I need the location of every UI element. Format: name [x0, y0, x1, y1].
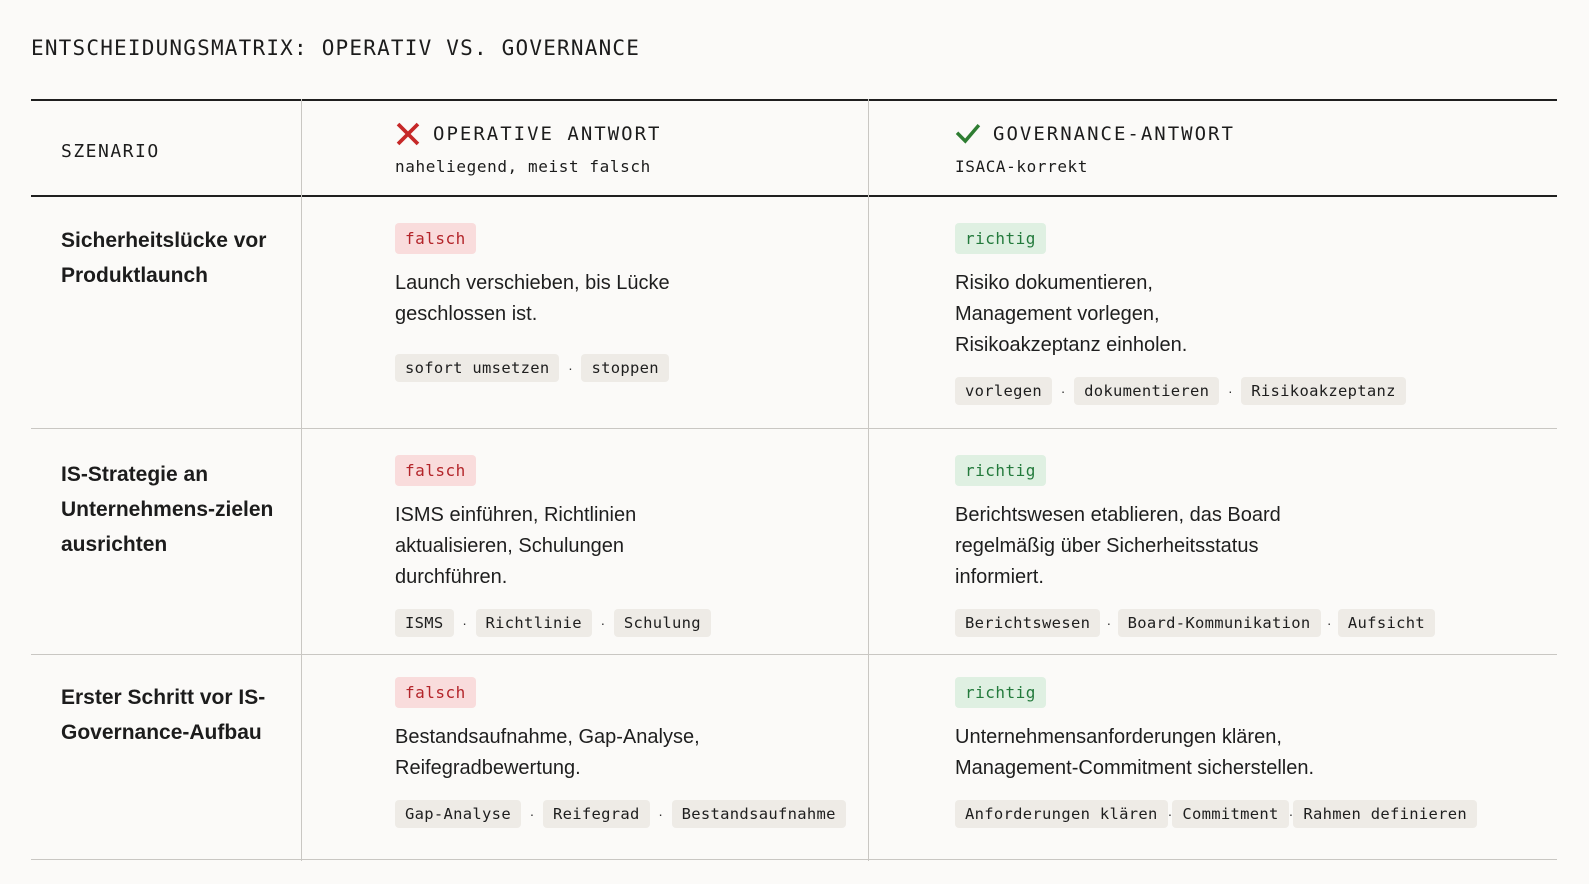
right-badge: richtig: [955, 455, 1046, 486]
tag: Schulung: [614, 609, 711, 637]
tag: Richtlinie: [476, 609, 592, 637]
x-icon: [395, 121, 421, 147]
header-operative-title: OPERATIVE ANTWORT: [433, 123, 662, 145]
wrong-badge: falsch: [395, 455, 476, 486]
governance-cell: [955, 223, 1435, 405]
row-scenario: IS-Strategie an Unternehmens-zielen ausrichten: [61, 463, 274, 556]
page-title: ENTSCHEIDUNGSMATRIX: OPERATIV VS. GOVERNANCE: [31, 36, 641, 60]
operative-answer: Launch verschieben, bis Lücke geschlossen ist.: [395, 272, 670, 325]
wrong-badge: falsch: [395, 223, 476, 254]
tag: stoppen: [581, 354, 668, 382]
governance-answer: Unternehmensanforderungen klären, Management-Commitment sicherstellen.: [955, 726, 1315, 779]
wrong-badge: falsch: [395, 677, 476, 708]
column-divider: [301, 99, 302, 861]
tag: dokumentieren: [1074, 377, 1219, 405]
governance-answer: Risiko dokumentieren, Management vorlegen, Risikoakzeptanz einholen.: [955, 272, 1188, 356]
tag: Commitment: [1172, 800, 1288, 828]
tag: Rahmen definieren: [1293, 800, 1477, 828]
tag-list: Berichtswesen · Board-Kommunikation · Aufsicht: [955, 609, 1435, 637]
operative-cell: [395, 223, 875, 382]
governance-cell: [955, 455, 1435, 637]
tag: ISMS: [395, 609, 454, 637]
tag-list: Gap-Analyse · Reifegrad · Bestandsaufnahme: [395, 800, 875, 828]
tag: vorlegen: [955, 377, 1052, 405]
header-bottom-rule: [31, 195, 1557, 197]
tag: Risikoakzeptanz: [1241, 377, 1405, 405]
row-divider: [31, 654, 1557, 655]
tag-list: Anforderungen klären · Commitment · Rahmen definieren: [955, 800, 1435, 828]
row-divider: [31, 428, 1557, 429]
tag: Gap-Analyse: [395, 800, 521, 828]
row-scenario: Erster Schritt vor IS-Governance-Aufbau: [61, 686, 266, 744]
tag: Anforderungen klären: [955, 800, 1168, 828]
table-bottom-rule: [31, 859, 1557, 860]
tag-list: vorlegen · dokumentieren · Risikoakzeptanz: [955, 377, 1435, 405]
header-scenario: SZENARIO: [61, 141, 160, 162]
governance-cell: [955, 677, 1468, 828]
header-governance-title: GOVERNANCE-ANTWORT: [993, 123, 1235, 145]
tag-list: ISMS · Richtlinie · Schulung: [395, 609, 875, 637]
tag: Reifegrad: [543, 800, 650, 828]
check-icon: [955, 121, 981, 147]
operative-cell: [395, 677, 875, 828]
governance-answer: Berichtswesen etablieren, das Board regelmäßig über Sicherheitsstatus informiert.: [955, 504, 1281, 588]
header-operative-subtitle: naheliegend, meist falsch: [395, 157, 651, 176]
right-badge: richtig: [955, 223, 1046, 254]
tag: Berichtswesen: [955, 609, 1100, 637]
tag: sofort umsetzen: [395, 354, 559, 382]
operative-answer: ISMS einführen, Richtlinien aktualisieren, Schulungen durchführen.: [395, 504, 637, 588]
decision-matrix: [31, 99, 1557, 861]
tag: Board-Kommunikation: [1118, 609, 1321, 637]
row-scenario: Sicherheitslücke vor Produktlaunch: [61, 229, 267, 287]
operative-cell: [395, 455, 875, 637]
header-operative: [395, 121, 661, 176]
tag-list: sofort umsetzen · stoppen: [395, 354, 875, 382]
header-governance: [955, 121, 1235, 176]
right-badge: richtig: [955, 677, 1046, 708]
tag: Aufsicht: [1338, 609, 1435, 637]
tag: Bestandsaufnahme: [672, 800, 846, 828]
table-top-rule: [31, 99, 1557, 101]
header-governance-subtitle: ISACA-korrekt: [955, 157, 1089, 176]
operative-answer: Bestandsaufnahme, Gap-Analyse, Reifegradbewertung.: [395, 726, 700, 779]
